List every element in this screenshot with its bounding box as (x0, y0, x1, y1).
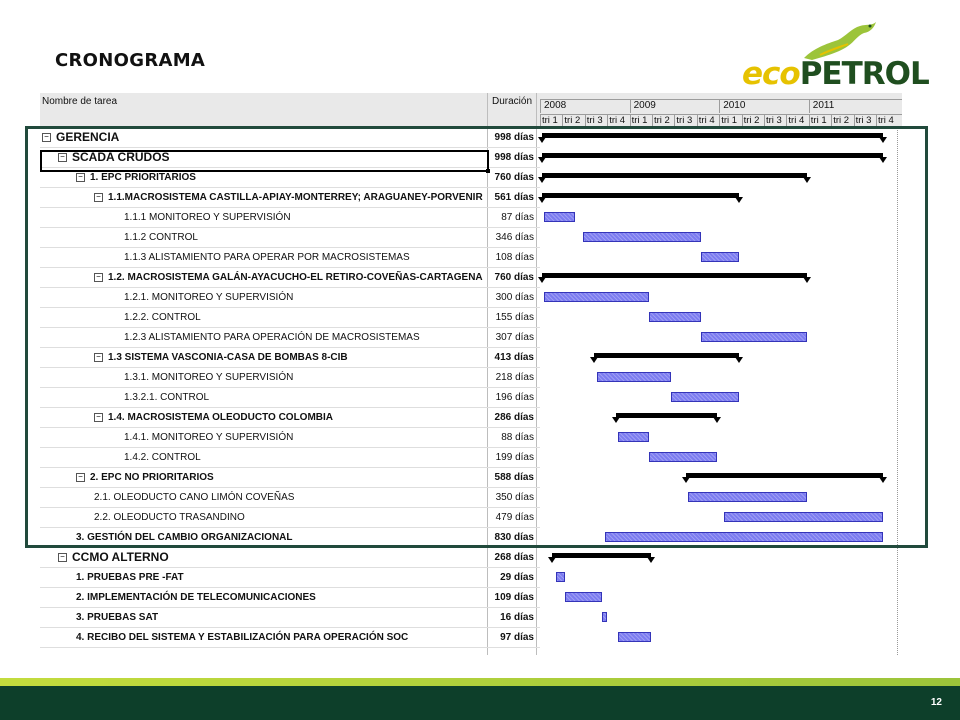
task-duration: 286 días (494, 412, 534, 423)
timeline-quarter-label: tri 4 (697, 115, 719, 128)
task-row[interactable] (40, 548, 540, 568)
page-number: 12 (930, 697, 942, 708)
task-name: 1.2.2. CONTROL (124, 312, 201, 323)
task-name: 1.3.1. MONITOREO Y SUPERVISIÓN (124, 372, 294, 383)
task-bar[interactable] (565, 592, 602, 602)
footer-accent-strip (0, 678, 960, 686)
task-name: 1.1.1 MONITOREO Y SUPERVISIÓN (124, 212, 291, 223)
column-header-task-name[interactable]: Nombre de tarea (42, 96, 118, 107)
task-row[interactable] (40, 628, 540, 648)
task-name: 2.2. OLEODUCTO TRASANDINO (94, 512, 245, 523)
task-name: 3. GESTIÓN DEL CAMBIO ORGANIZACIONAL (76, 532, 293, 543)
collapse-toggle-icon[interactable]: − (94, 193, 103, 202)
timeline-quarter-label: tri 2 (562, 115, 584, 128)
task-name: 2. IMPLEMENTACIÓN DE TELECOMUNICACIONES (76, 592, 316, 603)
task-duration: 155 días (495, 312, 534, 323)
task-bar[interactable] (618, 632, 650, 642)
timeline-quarter-label: tri 4 (876, 115, 898, 128)
task-duration: 199 días (495, 452, 534, 463)
timeline-quarter-label: tri 2 (742, 115, 764, 128)
task-duration: 97 días (500, 632, 534, 643)
task-name: 1.4.1. MONITOREO Y SUPERVISIÓN (124, 432, 294, 443)
task-duration: 218 días (495, 372, 534, 383)
task-duration: 413 días (494, 352, 534, 363)
slide-title: CRONOGRAMA (55, 50, 206, 71)
timeline-year-label: 2010 (719, 100, 809, 113)
task-duration: 29 días (500, 572, 534, 583)
summary-bar[interactable] (552, 553, 651, 558)
collapse-toggle-icon[interactable]: − (76, 473, 85, 482)
timeline-quarter-label: tri 3 (585, 115, 607, 128)
timeline-quarter-label: tri 3 (764, 115, 786, 128)
logo-petrol-text: PETROL (799, 56, 929, 92)
task-name: CCMO ALTERNO (72, 550, 169, 564)
logo-eco-text: eco (742, 56, 800, 92)
task-duration: 108 días (495, 252, 534, 263)
collapse-toggle-icon[interactable]: − (42, 133, 51, 142)
task-duration: 998 días (494, 132, 534, 143)
task-duration: 16 días (500, 612, 534, 623)
task-bar[interactable] (556, 572, 565, 582)
timeline-year-label: 2008 (540, 100, 630, 113)
collapse-toggle-icon[interactable]: − (94, 273, 103, 282)
task-bar[interactable] (602, 612, 608, 622)
collapse-toggle-icon[interactable]: − (94, 353, 103, 362)
timeline-quarter-label: tri 4 (607, 115, 629, 128)
task-name: 1.1.3 ALISTAMIENTO PARA OPERAR POR MACROSISTEMAS (124, 252, 410, 263)
task-name: 1.1.MACROSISTEMA CASTILLA-APIAY-MONTERREY; ARAGUANEY-PORVENIR (108, 192, 483, 203)
task-duration: 87 días (501, 212, 534, 223)
footer-bar (0, 686, 960, 720)
task-duration: 998 días (494, 152, 534, 163)
task-duration: 109 días (494, 592, 534, 603)
task-row[interactable] (40, 568, 540, 588)
timeline-quarter-label: tri 3 (854, 115, 876, 128)
task-name: GERENCIA (56, 130, 120, 144)
task-duration: 88 días (501, 432, 534, 443)
collapse-toggle-icon[interactable]: − (94, 413, 103, 422)
summary-bar-endpoint (548, 557, 556, 563)
task-duration: 307 días (495, 332, 534, 343)
selection-handle[interactable] (486, 169, 490, 173)
task-name: 1. PRUEBAS PRE -FAT (76, 572, 184, 583)
logo-wordmark (742, 54, 929, 94)
ecopetrol-logo (742, 18, 932, 92)
task-duration: 588 días (494, 472, 534, 483)
task-name: 4. RECIBO DEL SISTEMA Y ESTABILIZACIÓN PARA OPERACIÓN SOC (76, 632, 409, 643)
task-name: 1.1.2 CONTROL (124, 232, 198, 243)
highlight-frame (25, 126, 928, 548)
task-name: SCADA CRUDOS (72, 150, 170, 164)
task-duration: 561 días (494, 192, 534, 203)
task-duration: 830 días (494, 532, 534, 543)
column-header-duration[interactable]: Duración (492, 96, 533, 107)
task-duration: 346 días (495, 232, 534, 243)
task-name: 1.2.3 ALISTAMIENTO PARA OPERACIÓN DE MACROSISTEMAS (124, 332, 420, 343)
selected-row-outline (40, 150, 489, 172)
collapse-toggle-icon[interactable]: − (58, 153, 67, 162)
collapse-toggle-icon[interactable]: − (58, 553, 67, 562)
timeline-quarter-label: tri 1 (719, 115, 741, 128)
task-duration: 196 días (495, 392, 534, 403)
task-name: 2.1. OLEODUCTO CANO LIMÓN COVEÑAS (94, 492, 295, 503)
task-name: 2. EPC NO PRIORITARIOS (90, 472, 214, 483)
task-duration: 268 días (494, 552, 534, 563)
timeline-quarter-label: tri 2 (652, 115, 674, 128)
summary-bar-endpoint (647, 557, 655, 563)
task-name: 1.2.1. MONITOREO Y SUPERVISIÓN (124, 292, 294, 303)
task-duration: 760 días (494, 272, 534, 283)
task-name: 1.4.2. CONTROL (124, 452, 201, 463)
timeline-quarter-label: tri 3 (674, 115, 696, 128)
task-duration: 350 días (495, 492, 534, 503)
task-name: 1.3.2.1. CONTROL (124, 392, 210, 403)
timeline-quarter-label: tri 1 (809, 115, 831, 128)
timeline-quarter-label: tri 2 (831, 115, 853, 128)
timeline-quarter-label: tri 1 (540, 115, 562, 128)
task-name: 1.2. MACROSISTEMA GALÁN-AYACUCHO-EL RETIRO-COVEÑAS-CARTAGENA (108, 272, 483, 283)
task-name: 1.3 SISTEMA VASCONIA-CASA DE BOMBAS 8-CIB (108, 352, 348, 363)
timeline-years (540, 99, 902, 114)
task-name: 3. PRUEBAS SAT (76, 612, 159, 623)
task-name: 1.4. MACROSISTEMA OLEODUCTO COLOMBIA (108, 412, 334, 423)
task-row[interactable] (40, 608, 540, 628)
timeline-year-label: 2009 (630, 100, 720, 113)
task-row[interactable] (40, 588, 540, 608)
task-duration: 760 días (494, 172, 534, 183)
task-name: 1. EPC PRIORITARIOS (90, 172, 196, 183)
timeline-quarter-label: tri 1 (630, 115, 652, 128)
timeline-year-label: 2011 (809, 100, 899, 113)
task-duration: 300 días (495, 292, 534, 303)
timeline-quarter-label: tri 4 (786, 115, 808, 128)
task-duration: 479 días (495, 512, 534, 523)
collapse-toggle-icon[interactable]: − (76, 173, 85, 182)
